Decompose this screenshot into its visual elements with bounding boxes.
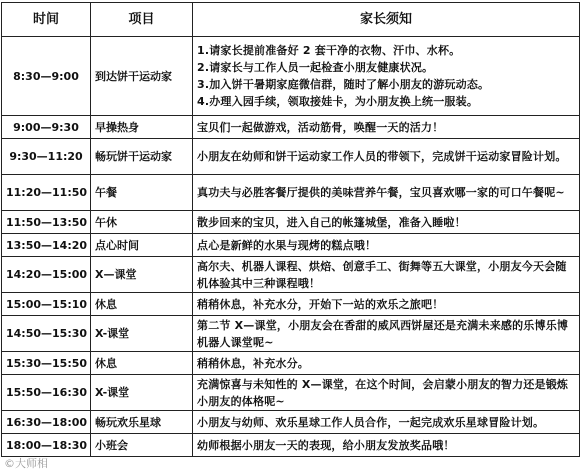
note-line: 高尔夫、机器人课程、烘焙、创意手工、街舞等五大课堂，小朋友今天会随机体验其中三种课程哦！ <box>197 259 567 290</box>
table-row <box>2 293 580 316</box>
schedule-body <box>2 37 580 457</box>
table-row <box>2 316 580 352</box>
notes-cell <box>193 411 580 434</box>
table-row <box>2 211 580 234</box>
time-cell: 15:30—15:50 <box>2 352 91 375</box>
notes-cell <box>193 257 580 293</box>
table-row <box>2 116 580 139</box>
time-cell: 13:50—14:20 <box>2 234 91 257</box>
note-line: 第二节 X—课堂，小朋友会在香甜的威风西饼屋还是充满未来感的乐博乐博机器人课堂呢~ <box>197 318 569 349</box>
table-row <box>2 139 580 175</box>
notes-cell <box>193 211 580 234</box>
item-cell: X-课堂 <box>91 316 193 352</box>
notes-cell <box>193 37 580 116</box>
table-row <box>2 434 580 457</box>
time-cell: 8:30—9:00 <box>2 37 91 116</box>
note-line: 宝贝们一起做游戏，活动筋骨，唤醒一天的活力！ <box>197 120 444 134</box>
table-row <box>2 411 580 434</box>
item-cell: X-课堂 <box>91 375 193 411</box>
notes-cell <box>193 293 580 316</box>
time-cell: 9:30—11:20 <box>2 139 91 175</box>
schedule-table <box>1 2 580 457</box>
item-cell: 到达饼干运动家 <box>91 37 193 116</box>
table-row <box>2 375 580 411</box>
header-row <box>2 3 580 37</box>
table-row <box>2 175 580 211</box>
table-row <box>2 352 580 375</box>
header-item: 项目 <box>91 3 193 37</box>
notes-cell <box>193 316 580 352</box>
table-row <box>2 257 580 293</box>
time-cell: 15:50—16:30 <box>2 375 91 411</box>
item-cell: 畅玩欢乐星球 <box>91 411 193 434</box>
item-cell: 午休 <box>91 211 193 234</box>
item-cell: 小班会 <box>91 434 193 457</box>
notes-cell <box>193 375 580 411</box>
note-line: 充满惊喜与未知性的 X—课堂，在这个时间，会启蒙小朋友的智力还是锻炼小朋友的体格呢~ <box>197 377 569 408</box>
time-cell: 15:00—15:10 <box>2 293 91 316</box>
table-row <box>2 37 580 116</box>
item-cell: 点心时间 <box>91 234 193 257</box>
note-line: 3.加入饼干暑期家庭微信群，随时了解小朋友的游玩动态。 <box>197 78 490 91</box>
note-line: 点心是新鲜的水果与现烤的糕点哦！ <box>197 238 377 252</box>
time-cell: 18:00—18:30 <box>2 434 91 457</box>
item-cell: 休息 <box>91 352 193 375</box>
notes-cell <box>193 434 580 457</box>
notes-cell <box>193 234 580 257</box>
item-cell: 畅玩饼干运动家 <box>91 139 193 175</box>
time-cell: 9:00—9:30 <box>2 116 91 139</box>
note-line: 小朋友在幼师和饼干运动家工作人员的带领下，完成饼干运动家冒险计划。 <box>197 150 567 163</box>
note-line: 稍稍休息，补充水分。 <box>197 356 309 370</box>
time-cell: 11:50—13:50 <box>2 211 91 234</box>
time-cell: 14:20—15:00 <box>2 257 91 293</box>
header-notes: 家长须知 <box>193 3 580 37</box>
notes-cell <box>193 116 580 139</box>
note-line: 1.请家长提前准备好 2 套干净的衣物、汗巾、水杯。 <box>197 44 461 57</box>
notes-cell <box>193 175 580 211</box>
time-cell: 16:30—18:00 <box>2 411 91 434</box>
note-line: 4.办理入园手续，领取接娃卡，为小朋友换上统一服装。 <box>197 95 479 108</box>
note-line: 散步回来的宝贝，进入自己的帐篷城堡，准备入睡啦！ <box>197 215 466 229</box>
item-cell: X—课堂 <box>91 257 193 293</box>
item-cell: 早操热身 <box>91 116 193 139</box>
watermark-text: ©大师相 <box>4 457 48 470</box>
notes-cell <box>193 139 580 175</box>
header-time: 时间 <box>2 3 91 37</box>
note-line: 真功夫与必胜客餐厅提供的美味营养午餐，宝贝喜欢哪一家的可口午餐呢~ <box>197 186 565 199</box>
time-cell: 11:20—11:50 <box>2 175 91 211</box>
notes-cell <box>193 352 580 375</box>
time-cell: 14:50—15:30 <box>2 316 91 352</box>
table-row <box>2 234 580 257</box>
item-cell: 休息 <box>91 293 193 316</box>
note-line: 小朋友与幼师、欢乐星球工作人员合作，一起完成欢乐星球冒险计划。 <box>197 415 545 429</box>
note-line: 稍稍休息，补充水分，开始下一站的欢乐之旅吧！ <box>197 297 444 311</box>
note-line: 2.请家长与工作人员一起检查小朋友健康状况。 <box>197 61 434 74</box>
item-cell: 午餐 <box>91 175 193 211</box>
note-line: 幼师根据小朋友一天的表现，给小朋友发放奖品哦！ <box>197 438 455 452</box>
